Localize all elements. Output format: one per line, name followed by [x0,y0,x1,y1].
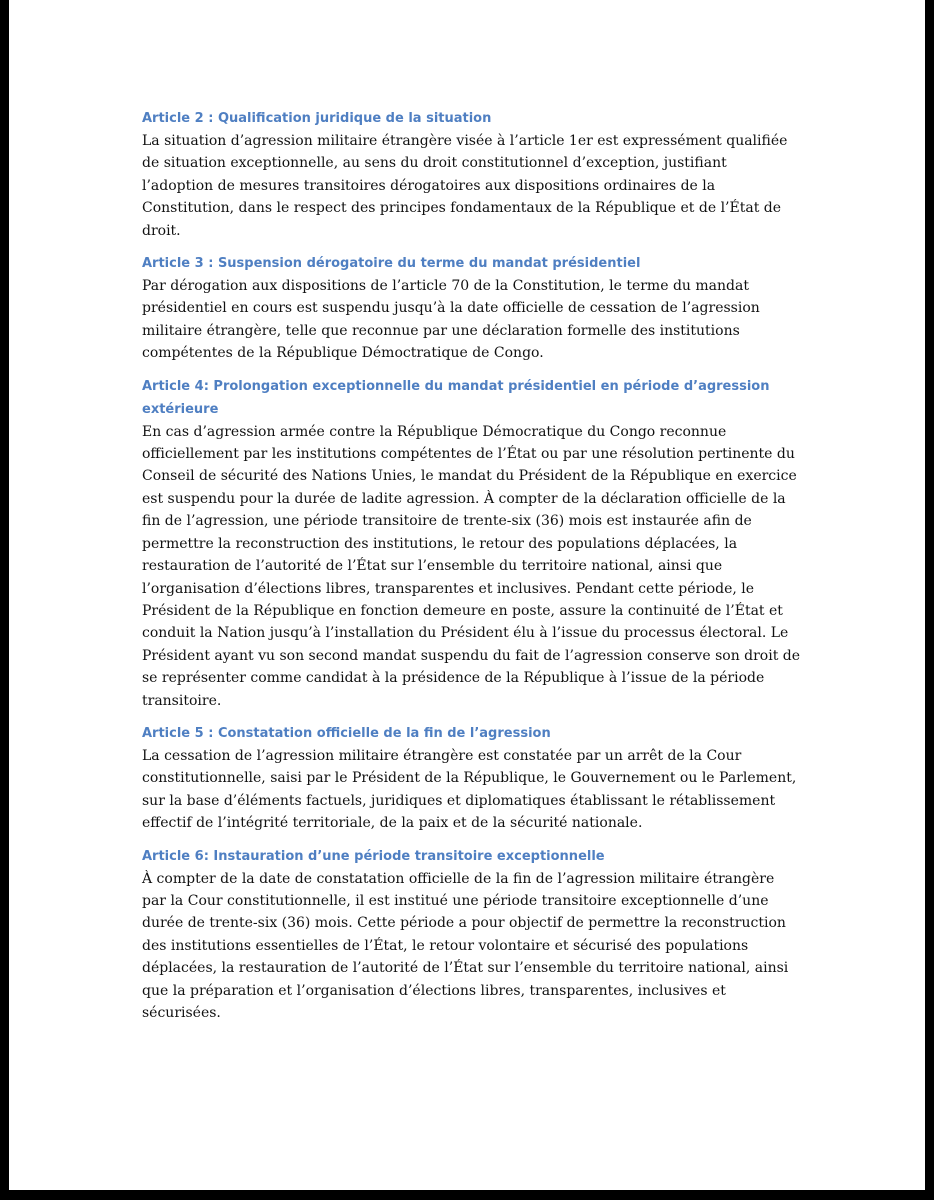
article-6-title: Article 6: Instauration d’une période transitoire exceptionnelle [142,848,605,864]
article-5 [142,722,802,835]
article-2-body: La situation d’agression militaire étrangère visée à l’article 1er est expressément qualifiée de situation exceptionnelle, au sens du droit constitutionnel d’exception, justifiant l’adoption de mesures transitoires dérogatoires aux dispositions ordinaires de la Constitution, dans le respect des principes fondamentaux de la République et de l’État de droit. [142,133,788,239]
document-page [9,0,925,1190]
article-2-title: Article 2 : Qualification juridique de la situation [142,111,492,126]
article-3-body: Par dérogation aux dispositions de l’article 70 de la Constitution, le terme du mandat présidentiel en cours est suspendu jusqu’à la date officielle de cessation de l’agression militaire étrangère, telle que reconnue par une déclaration formelle des institutions compétentes de la République Démoctratique de Congo. [142,278,760,362]
article-4-title: Article 4: Prolongation exceptionnelle du mandat présidentiel en période d’agression extérieure [142,378,770,417]
article-2 [142,107,802,242]
article-6 [142,845,802,1025]
article-6-body: À compter de la date de constatation officielle de la fin de l’agression militaire étrangère par la Cour constitutionnelle, il est institué une période transitoire exceptionnelle d’une durée de trente-six (36) mois. Cette période a pour objectif de permettre la reconstruction des institutions essentielles de l’État, le retour volontaire et sécurisé des populations déplacées, la restauration de l’autorité de l’État sur l’ensemble du territoire national, ainsi que la préparation et l’organisation d’élections libres, transparentes, inclusives et sécurisées. [142,870,789,1021]
article-3 [142,252,802,365]
article-4-body: En cas d’agression armée contre la République Démocratique du Congo reconnue officiellement par les institutions compétentes de l’État ou par une résolution pertinente du Conseil de sécurité des Nations Unies, le mandat du Président de la République en exercice est suspendu pour la durée de ladite agression. À compter de la déclaration officielle de la fin de l’agression, une période transitoire de trente-six (36) mois est instaurée afin de permettre la reconstruction des institutions, le retour des populations déplacées, la restauration de l’autorité de l’État sur l’ensemble du territoire national, ainsi que l’organisation d’élections libres, transparentes et inclusives. Pendant cette période, le Président de la République en fonction demeure en poste, assure la continuité de l’État et conduit la Nation jusqu’à l’installation du Président élu à l’issue du processus électoral. Le Président ayant vu son second mandat suspendu du fait de l’agression conserve son droit de se représenter comme candidat à la présidence de la République à l’issue de la période transitoire. [142,423,801,709]
article-3-title: Article 3 : Suspension dérogatoire du terme du mandat présidentiel [142,256,641,272]
article-4 [142,375,802,712]
article-5-title: Article 5 : Constatation officielle de la fin de l’agression [142,725,551,741]
article-5-body: La cessation de l’agression militaire étrangère est constatée par un arrêt de la Cour constitutionnelle, saisi par le Président de la République, le Gouvernement ou le Parlement, sur la base d’éléments factuels, juridiques et diplomatiques établissant le rétablissement effectif de l’intégrité territoriale, de la paix et de la sécurité nationale. [142,747,797,832]
